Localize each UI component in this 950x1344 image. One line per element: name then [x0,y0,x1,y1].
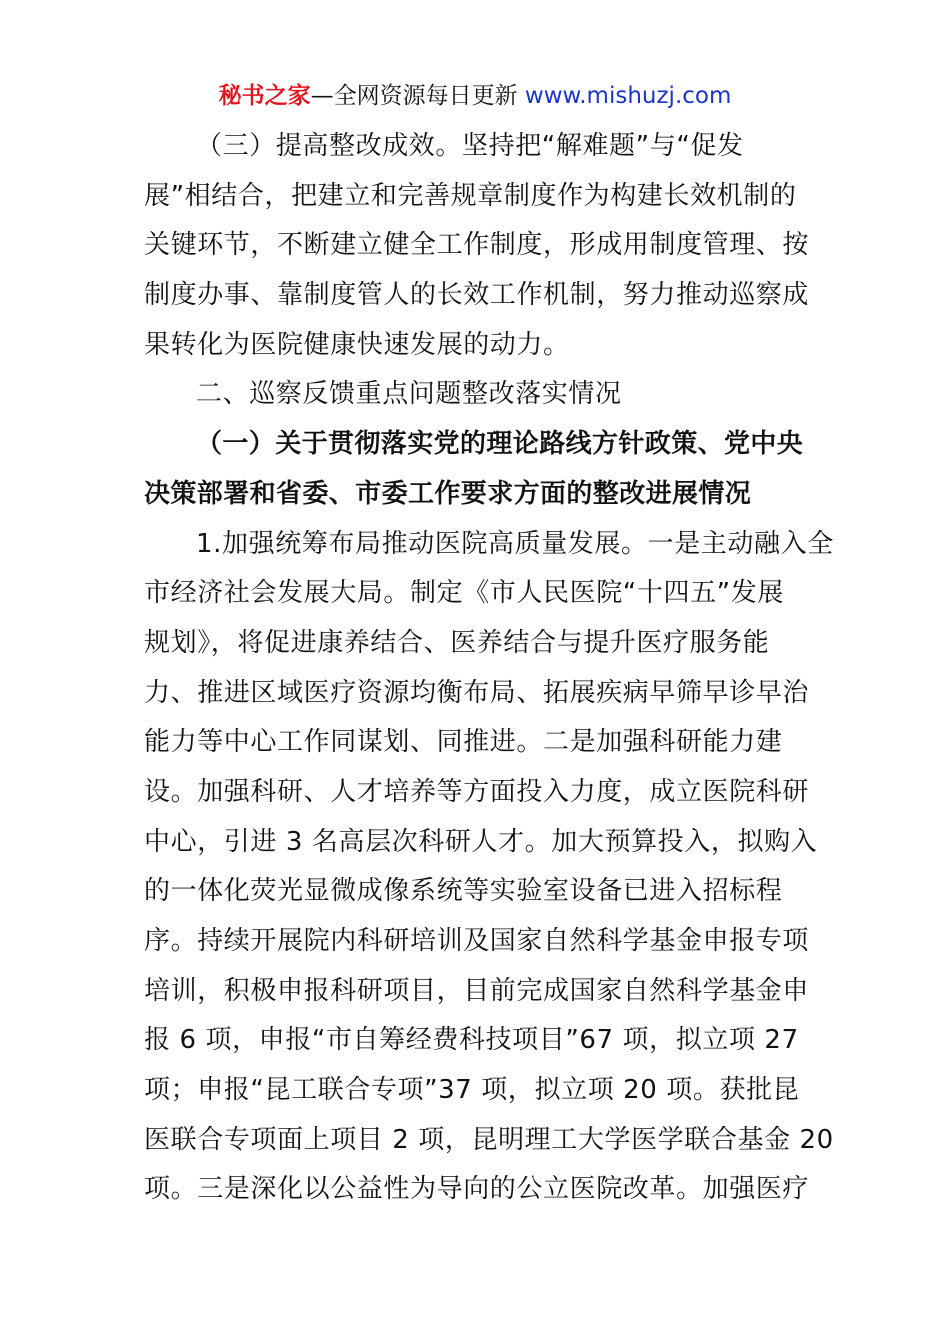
section-heading: 二、巡察反馈重点问题整改落实情况 [196,379,622,410]
subsection-heading: 决策部署和省委、市委工作要求方面的整改进展情况 [144,478,752,509]
paragraph-line: 中心，引进 3 名高层次科研人才。加大预算投入，拟购入 [144,826,818,857]
paragraph-line: 市经济社会发展大局。制定《市人民医院“十四五”发展 [144,578,784,609]
header-tagline: —全网资源每日更新 [310,83,525,109]
paragraph-line: 果转化为医院健康快速发展的动力。 [144,329,570,360]
subsection-heading: （一）关于贯彻落实党的理论路线方针政策、党中央 [196,429,804,460]
paragraph-line: 能力等中心工作同谋划、同推进。二是加强科研能力建 [144,727,783,758]
site-header [0,80,950,112]
paragraph-line: 关键环节，不断建立健全工作制度，形成用制度管理、按 [144,230,810,261]
paragraph-line: 项；申报“昆工联合专项”37 项，拟立项 20 项。获批昆 [144,1075,800,1106]
paragraph-line: 展”相结合，把建立和完善规章制度作为构建长效机制的 [144,180,797,211]
paragraph-line: 力、推进区域医疗资源均衡布局、拓展疾病早筛早诊早治 [144,677,810,708]
paragraph-line: 培训，积极申报科研项目，目前完成国家自然科学基金申 [144,975,810,1006]
paragraph-line: （三）提高整改成效。坚持把“解难题”与“促发 [196,131,744,161]
site-url: www.mishuzj.com [524,83,732,109]
paragraph-line: 报 6 项，申报“市自筹经费科技项目”67 项，拟立项 27 [144,1025,799,1056]
paragraph-line: 项。三是深化以公益性为导向的公立医院改革。加强医疗 [144,1174,810,1205]
brand-name: 秘书之家 [218,83,311,109]
paragraph-line: 医联合专项面上项目 2 项，昆明理工大学医学联合基金 20 [144,1124,834,1155]
paragraph-line: 的一体化荧光显微成像系统等实验室设备已进入招标程 [144,876,783,907]
document-body [144,122,834,1215]
paragraph-line: 序。持续开展院内科研培训及国家自然科学基金申报专项 [144,926,810,956]
paragraph-line: 设。加强科研、人才培养等方面投入力度，成立医院科研 [144,776,810,807]
paragraph-line: 规划》，将促进康养结合、医养结合与提升医疗服务能 [144,627,770,658]
paragraph-line: 1.加强统筹布局推动医院高质量发展。一是主动融入全 [196,528,834,559]
paragraph-line: 制度办事、靠制度管人的长效工作机制，努力推动巡察成 [144,280,810,311]
